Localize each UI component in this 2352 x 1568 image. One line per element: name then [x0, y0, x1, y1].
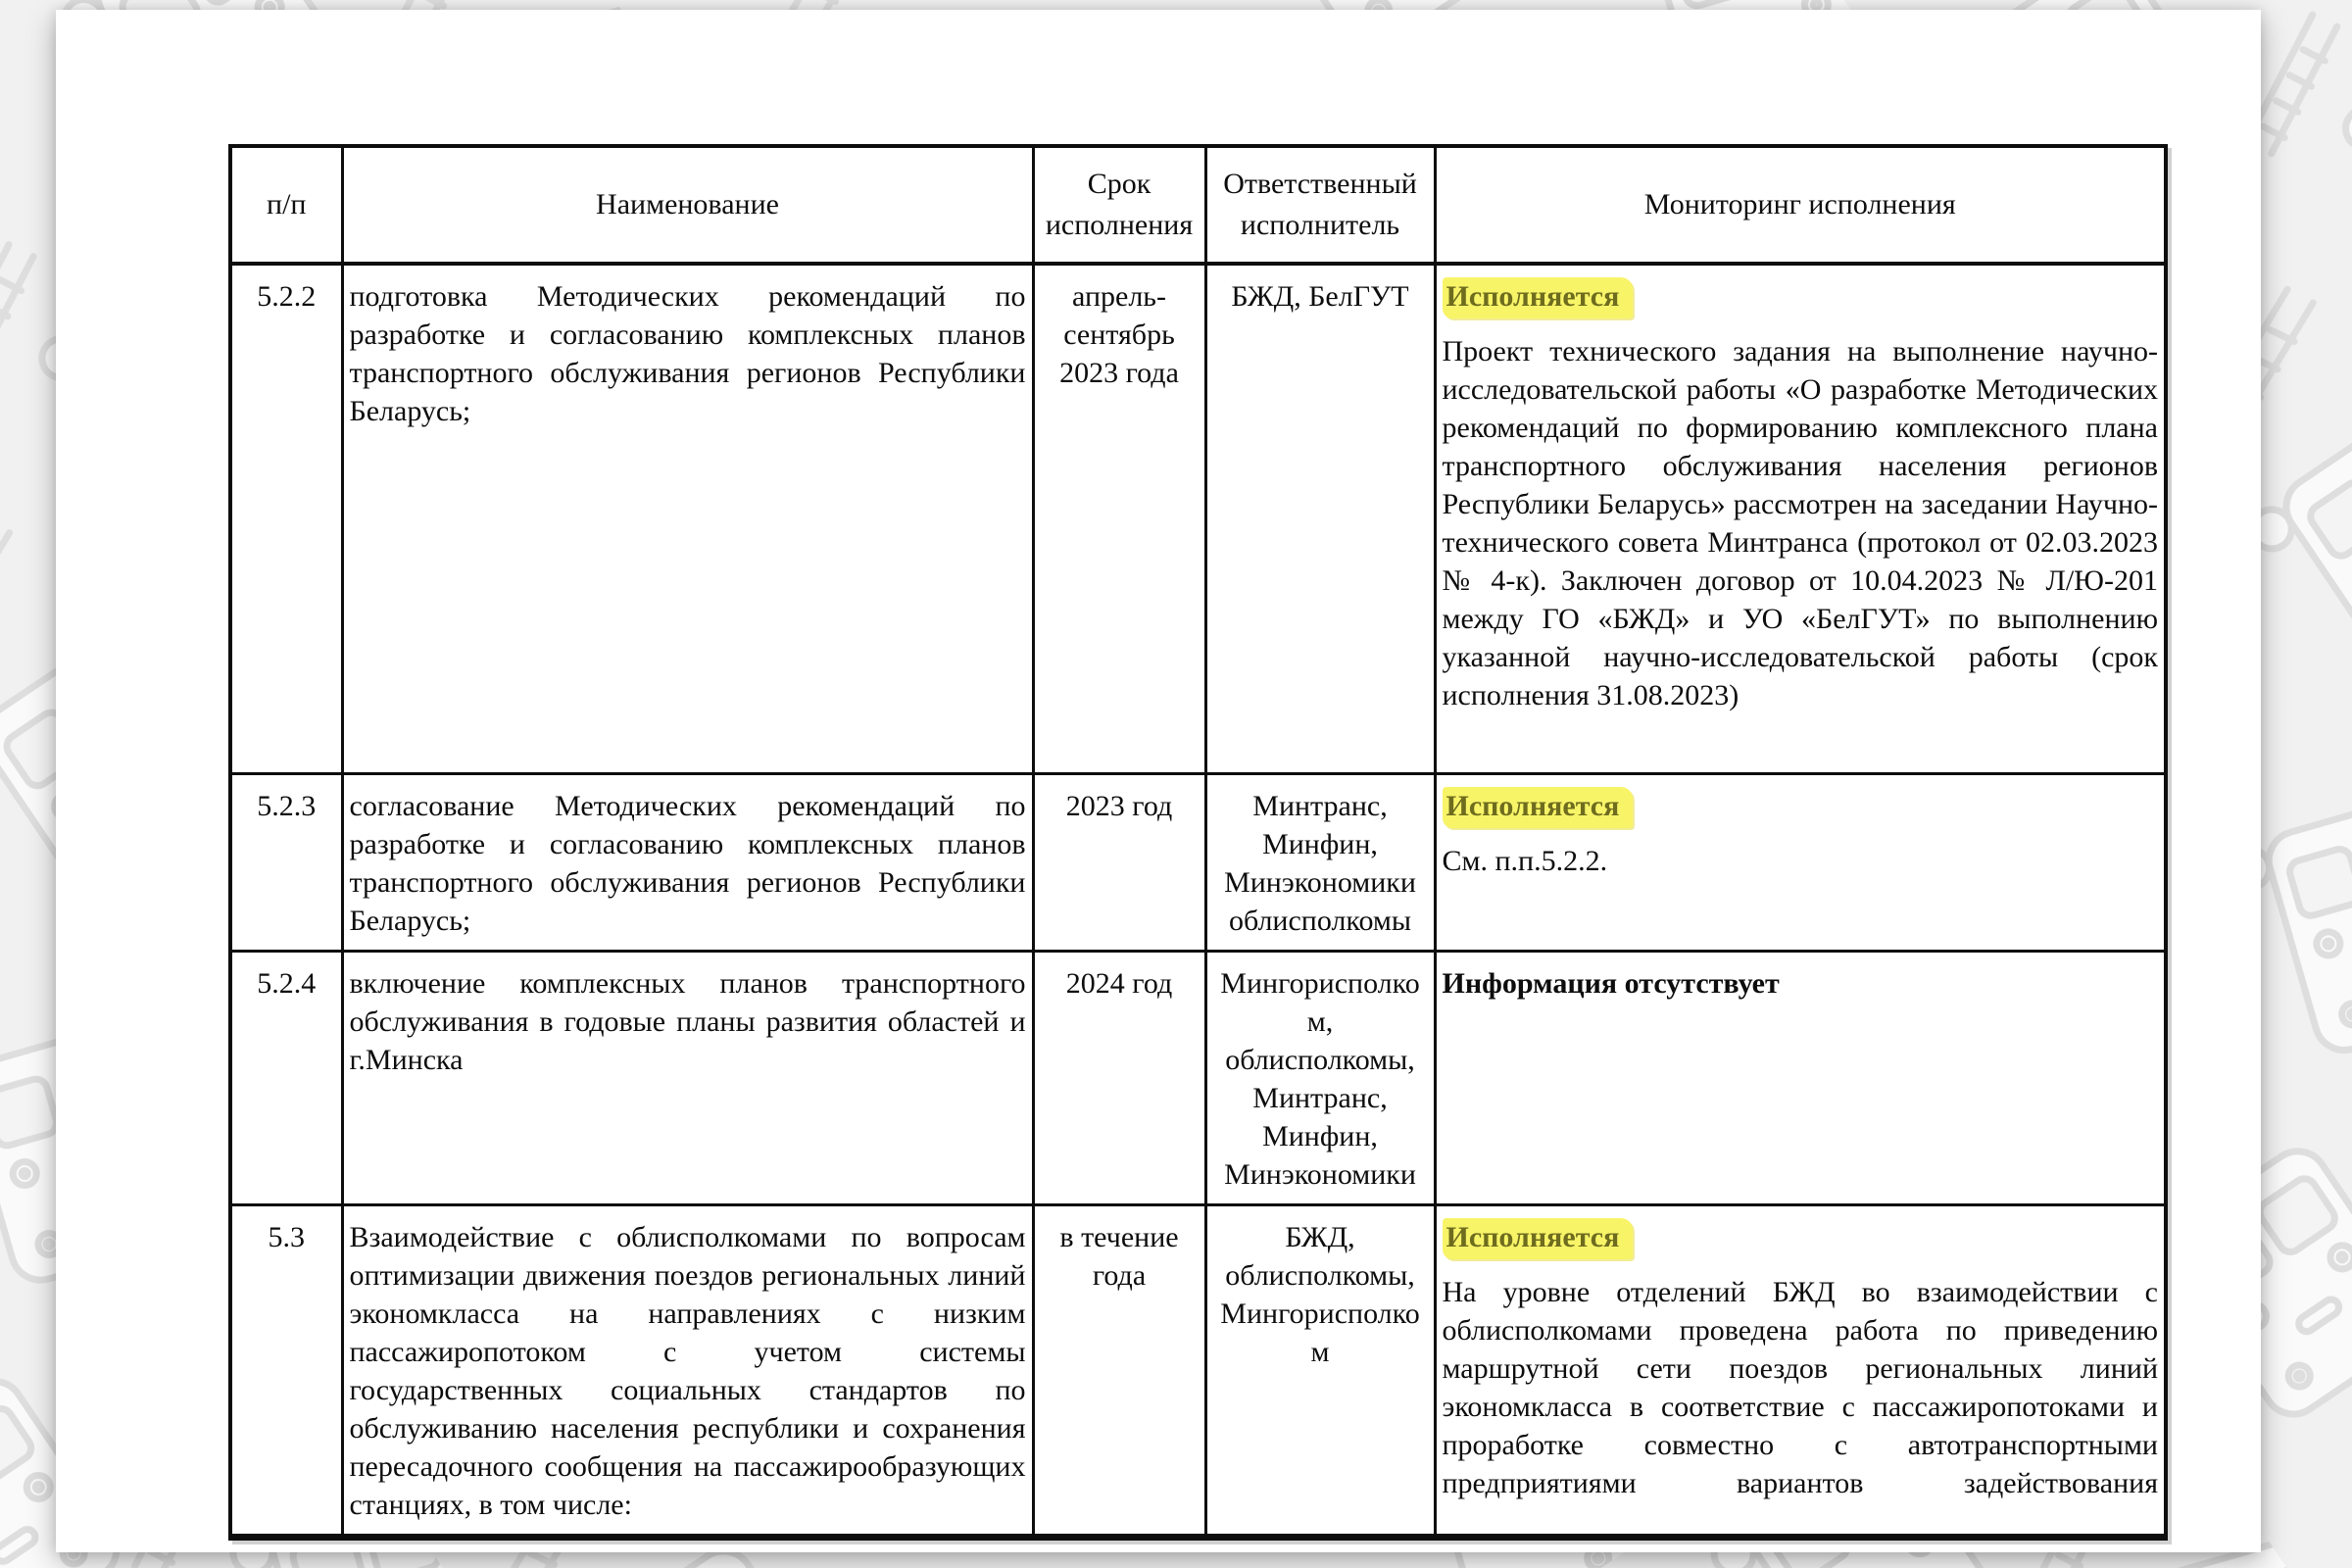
column-header-name: Наименование	[342, 146, 1033, 264]
term-cell: 2023 год	[1033, 773, 1205, 951]
monitoring-cell	[1435, 773, 2166, 951]
row-number-cell: 5.2.2	[230, 264, 342, 773]
status-badge: Исполняется	[1443, 787, 1634, 828]
term-cell: апрель-сентябрь 2023 года	[1033, 264, 1205, 773]
status-badge: Исполняется	[1443, 1218, 1634, 1259]
table-row	[230, 773, 2166, 951]
table-row	[230, 264, 2166, 773]
monitoring-text: Проект технического задания на выполнение научно-исследовательской работы «О разработке Методических рекомендаций по формированию комплексного плана транспортного обслуживания населения регионов Республики Беларусь» рассмотрен на заседании Научно-технического совета Минтранса (протокол от 02.03.2023 № 4-к). Заключен договор от 10.04.2023 № Л/Ю-201 между ГО «БЖД» и УО «БелГУТ» по выполнению указанной научно-исследовательской работы (срок исполнения 31.08.2023)	[1442, 335, 2158, 711]
monitoring-cell	[1435, 951, 2166, 1204]
document-page	[56, 10, 2261, 1552]
table-header-row	[230, 146, 2166, 264]
column-header-num: п/п	[230, 146, 342, 264]
executor-cell: Минтранс, Минфин, Минэкономики облисполкомы	[1205, 773, 1435, 951]
status-badge: Исполняется	[1443, 277, 1634, 318]
column-header-executor: Ответственный исполнитель	[1205, 146, 1435, 264]
executor-cell: БЖД, облисполкомы, Мингорисполком	[1205, 1204, 1435, 1537]
monitoring-text: Информация отсутствует	[1442, 966, 1780, 1000]
name-cell: Взаимодействие с облисполкомами по вопросам оптимизации движения поездов региональных линий экономкласса на направлениях с низким пассажиропотоком с учетом системы государственных социальных стандартов по обслуживанию населения республики и сохранения пересадочного сообщения на пассажирообразующих станциях, в том числе:	[342, 1204, 1033, 1537]
row-number-cell: 5.3	[230, 1204, 342, 1537]
table-row	[230, 1204, 2166, 1537]
executor-cell: Мингорисполком, облисполкомы, Минтранс, Минфин, Минэкономики	[1205, 951, 1435, 1204]
row-number-cell: 5.2.4	[230, 951, 342, 1204]
name-cell: включение комплексных планов транспортного обслуживания в годовые планы развития областей и г.Минска	[342, 951, 1033, 1204]
column-header-term: Срок исполнения	[1033, 146, 1205, 264]
monitoring-text: См. п.п.5.2.2.	[1442, 844, 1608, 877]
row-number-cell: 5.2.3	[230, 773, 342, 951]
monitoring-cell	[1435, 1204, 2166, 1537]
executor-cell: БЖД, БелГУТ	[1205, 264, 1435, 773]
monitoring-cell	[1435, 264, 2166, 773]
term-cell: 2024 год	[1033, 951, 1205, 1204]
name-cell: согласование Методических рекомендаций по разработке и согласованию комплексных планов транспортного обслуживания регионов Республики Беларусь;	[342, 773, 1033, 951]
table-row	[230, 951, 2166, 1204]
monitoring-text: На уровне отделений БЖД во взаимодействии с облисполкомами проведена работа по приведению маршрутной сети поездов региональных линий экономкласса в соответствие с пассажиропотоками и проработке совместно с автотранспортными предприятиями вариантов задействования	[1442, 1275, 2158, 1499]
term-cell: в течение года	[1033, 1204, 1205, 1537]
column-header-monitoring: Мониторинг исполнения	[1435, 146, 2166, 264]
name-cell: подготовка Методических рекомендаций по разработке и согласованию комплексных планов транспортного обслуживания регионов Республики Беларусь;	[342, 264, 1033, 773]
monitoring-table	[228, 144, 2168, 1541]
